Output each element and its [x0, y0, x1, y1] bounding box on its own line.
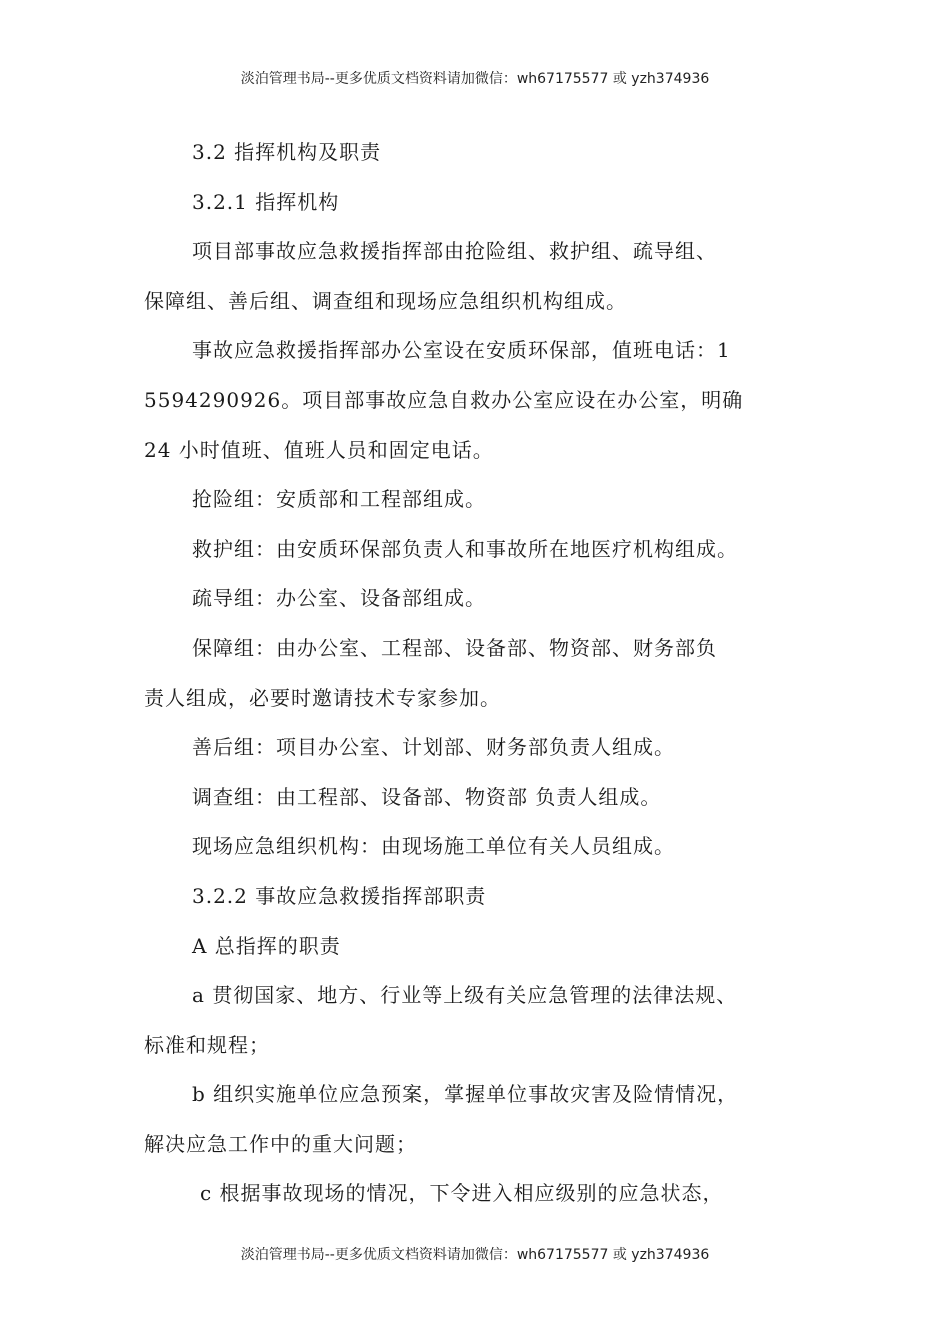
paragraph-line: 调查组：由工程部、设备部、物资部 负责人组成。 — [192, 784, 662, 809]
subsection-heading-3-2-2: 3.2.2 事故应急救援指挥部职责 — [192, 883, 487, 908]
paragraph-line: 保障组、善后组、调查组和现场应急组织机构组成。 — [144, 288, 627, 313]
paragraph-line: 5594290926。项目部事故应急自救办公室应设在办公室，明确 — [144, 387, 744, 412]
paragraph-line: 救护组：由安质环保部负责人和事故所在地医疗机构组成。 — [192, 536, 738, 561]
page-footer: 淡泊管理书局--更多优质文档资料请加微信：wh67175577 或 yzh374936 — [240, 1247, 710, 1263]
paragraph-line: 标准和规程； — [144, 1032, 270, 1057]
paragraph-line: a 贯彻国家、地方、行业等上级有关应急管理的法律法规、 — [192, 983, 738, 1008]
page-header: 淡泊管理书局--更多优质文档资料请加微信：wh67175577 或 yzh374936 — [240, 71, 710, 87]
paragraph-line: 疏导组：办公室、设备部组成。 — [192, 586, 486, 611]
paragraph-line: 责人组成，必要时邀请技术专家参加。 — [144, 685, 501, 710]
subsection-heading-3-2-1: 3.2.1 指挥机构 — [192, 189, 340, 214]
document-body — [144, 128, 834, 1219]
paragraph-line: 项目部事故应急救援指挥部由抢险组、救护组、疏导组、 — [192, 239, 717, 264]
paragraph-line: 事故应急救援指挥部办公室设在安质环保部，值班电话：1 — [192, 338, 731, 363]
paragraph-line: c 根据事故现场的情况，下令进入相应级别的应急状态， — [200, 1181, 724, 1206]
paragraph-line: 解决应急工作中的重大问题； — [144, 1131, 417, 1156]
item-heading-a: A 总指挥的职责 — [192, 933, 341, 958]
paragraph-line: 保障组：由办公室、工程部、设备部、物资部、财务部负 — [192, 635, 717, 660]
section-heading-3-2: 3.2 指挥机构及职责 — [192, 140, 382, 164]
paragraph-line: b 组织实施单位应急预案，掌握单位事故灾害及险情情况， — [192, 1082, 739, 1107]
paragraph-line: 现场应急组织机构：由现场施工单位有关人员组成。 — [192, 834, 675, 859]
paragraph-line: 抢险组：安质部和工程部组成。 — [192, 487, 486, 512]
paragraph-line: 24 小时值班、值班人员和固定电话。 — [144, 437, 494, 462]
paragraph-line: 善后组：项目办公室、计划部、财务部负责人组成。 — [192, 735, 675, 760]
